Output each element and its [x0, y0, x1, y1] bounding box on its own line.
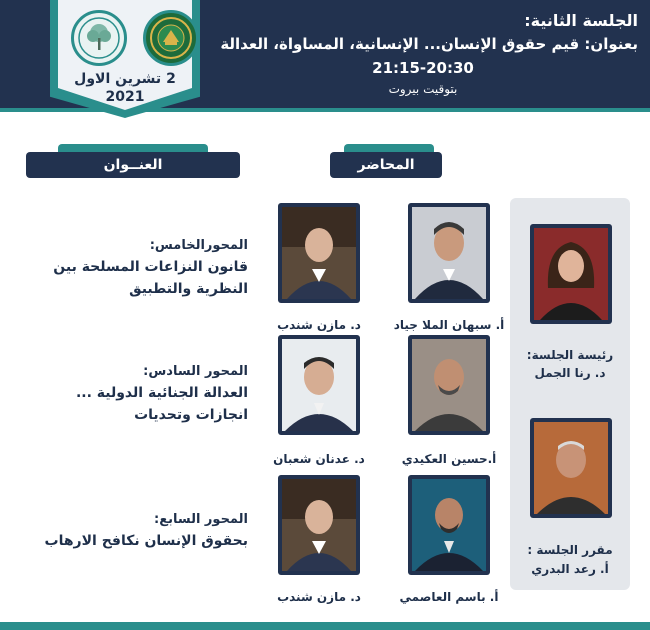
date-day-month: 2 تشرين الاول: [74, 71, 176, 87]
session-timezone: بتوقيت بيروت: [388, 82, 458, 96]
lecturer-name-1: أ. سبهان الملا جياد: [393, 318, 505, 332]
session-date: [58, 70, 192, 106]
topic-heading-3: المحور السابع:: [154, 512, 248, 527]
chair-label: رئيسة الجلسة:: [526, 348, 614, 362]
rapporteur-photo: [530, 418, 612, 518]
moderator-name-1: د. مازن شندب: [277, 318, 361, 332]
chair-photo: [530, 224, 612, 324]
topic-line-1a: قانون النزاعات المسلحة بين: [53, 259, 248, 275]
lecturer-name-2: أ.حسين العكيدي: [401, 452, 497, 466]
topic-block-3: [20, 510, 248, 552]
lecturer-name-3: أ. باسم العاصمي: [399, 590, 499, 604]
portrait-icon: [282, 339, 356, 431]
tree-icon: [77, 16, 121, 60]
title-column-header: العنــوان: [26, 152, 240, 178]
university-logo-emblem: [143, 10, 199, 66]
session-number: الجلسة الثانية:: [524, 11, 638, 30]
portrait-icon: [412, 479, 486, 571]
portrait-icon: [534, 228, 608, 320]
chair-name: د. رنا الجمل: [534, 366, 606, 380]
moderator-name-2: د. عدنان شعبان: [273, 452, 365, 466]
moderator-name-3: د. مازن شندب: [277, 590, 361, 604]
lecturer-photo-2: [408, 335, 490, 435]
topic-line-2b: انجازات وتحديات: [134, 407, 248, 423]
footer-bar: [0, 622, 650, 630]
rapporteur-label: مقرر الجلسة :: [527, 543, 613, 557]
portrait-icon: [412, 207, 486, 299]
moderator-photo-3: [278, 475, 360, 575]
lecturer-photo-1: [408, 203, 490, 303]
lecturer-photo-3: [408, 475, 490, 575]
topic-line-1b: النظرية والتطبيق: [129, 281, 248, 297]
portrait-icon: [534, 422, 608, 514]
title-header-tab: [58, 144, 208, 152]
topic-line-3a: بحقوق الإنسان نكافح الارهاب: [44, 533, 248, 549]
moderator-photo-2: [278, 335, 360, 435]
portrait-icon: [282, 479, 356, 571]
topic-block-2: [20, 362, 248, 426]
moderator-photo-1: [278, 203, 360, 303]
portrait-icon: [412, 339, 486, 431]
topic-heading-2: المحور السادس:: [143, 364, 248, 379]
rapporteur-name: أ. رعد البدري: [531, 562, 609, 576]
topic-block-1: [20, 236, 248, 300]
topic-heading-1: المحورالخامس:: [149, 238, 248, 253]
topic-line-2a: العدالة الجنائية الدولية ...: [75, 385, 248, 401]
emblem-icon: [149, 16, 193, 60]
lecturer-column-header: المحاضر: [330, 152, 442, 178]
session-time: 21:15-20:30: [372, 59, 474, 77]
lecturer-header-tab: [344, 144, 434, 152]
date-year: 2021: [105, 89, 145, 105]
portrait-icon: [282, 207, 356, 299]
university-logo-tree: [71, 10, 127, 66]
session-subject: بعنوان: قيم حقوق الإنسان... الإنسانية، المساواة، العدالة: [220, 35, 638, 53]
session-title-block: [208, 10, 638, 98]
